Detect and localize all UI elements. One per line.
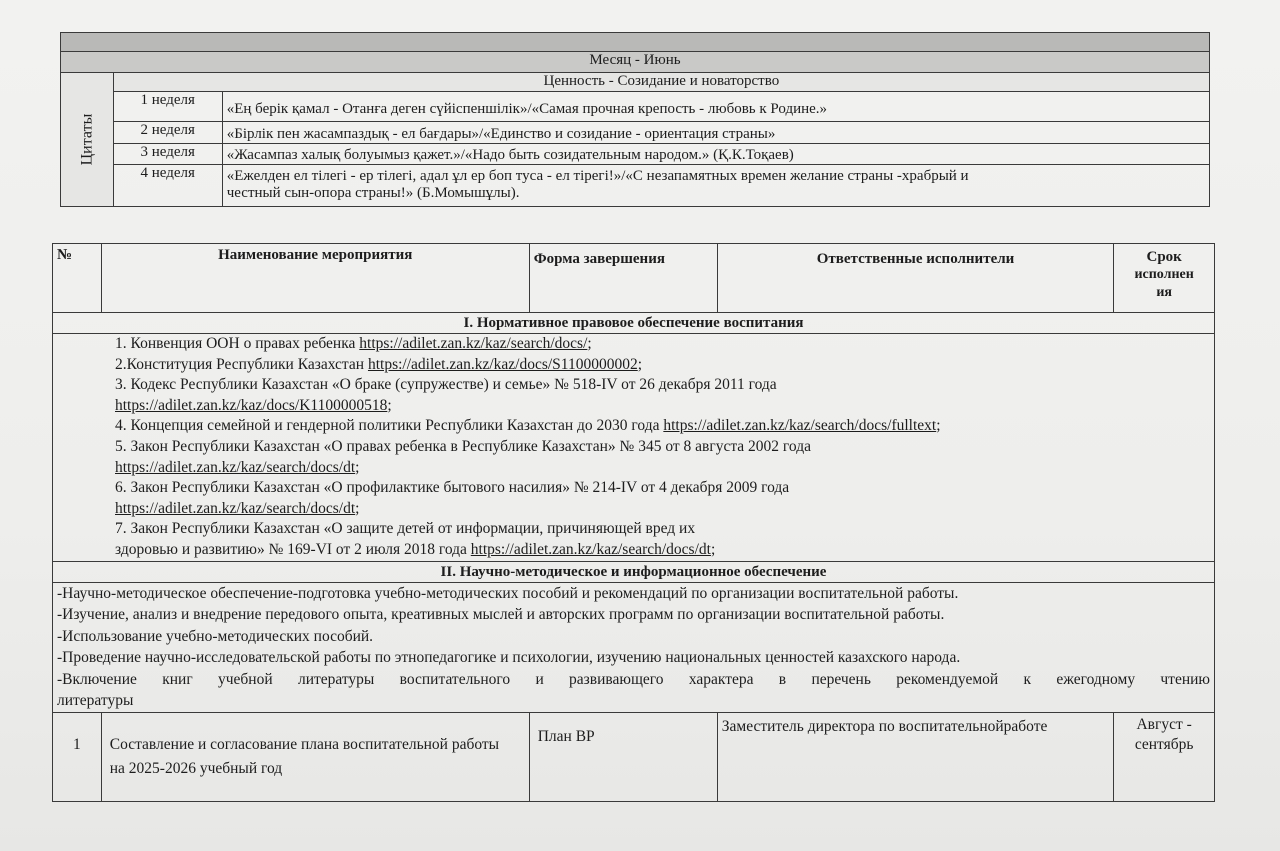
header-form: Форма завершения [529, 244, 717, 313]
plan-table-header [53, 244, 1215, 313]
legal-document-text: 3. Кодекс Республики Казахстан «О браке (супружестве) и семье» № 518-IV от 26 декабря 2011 года [115, 376, 777, 394]
legal-documents-list [53, 334, 1215, 562]
week-label: 4 неделя [113, 165, 222, 207]
legal-document-link[interactable]: https://adilet.zan.kz/kaz/search/docs/ [359, 335, 588, 352]
list-item: -Научно-методическое обеспечение-подготовка учебно-методических пособий и рекомендаций по организации воспитательной работы. [57, 584, 959, 602]
quote-line: «Ежелден ел тілегі - ер тілегі, адал ұл ер боп туса - ел тірегі!»/«С незапамятных времен желание страны -храбрый и [226, 168, 969, 184]
legal-document-punctuation: ; [637, 355, 643, 373]
section-body [53, 334, 1215, 562]
legal-document-item [115, 499, 1210, 520]
legal-document-link[interactable]: https://adilet.zan.kz/kaz/search/docs/fulltext [663, 417, 937, 435]
legal-document-item [115, 396, 1210, 417]
quotes-side-label: Цитаты [61, 73, 114, 207]
legal-document-item [115, 458, 1210, 479]
table-row [53, 712, 1215, 801]
month-row [61, 52, 1210, 73]
row-term: Август - сентябрь [1114, 712, 1215, 801]
value-row [61, 73, 1210, 92]
row-form: План ВР [529, 712, 717, 801]
month-label: Месяц - Июнь [61, 52, 1210, 73]
legal-document-text: 4. Концепция семейной и гендерной политики Республики Казахстан до 2030 года [115, 417, 664, 435]
legal-document-punctuation: ; [710, 540, 716, 558]
methodology-list [53, 582, 1215, 712]
legal-document-item [115, 478, 1210, 499]
legal-document-text: 1. Конвенция ООН о правах ребенка [115, 335, 360, 352]
legal-document-punctuation: ; [387, 396, 392, 414]
legal-document-item [115, 375, 1210, 396]
list-item: -Проведение научно-исследовательской работы по этнопедагогике и психологии, изучению национальных ценностей казахского народа. [57, 649, 961, 667]
legal-document-punctuation: ; [936, 417, 941, 435]
legal-document-text: 2.Конституция Республики Казахстан [115, 355, 368, 373]
quote-row [61, 122, 1210, 144]
section-header [53, 561, 1215, 582]
plan-table [52, 243, 1215, 802]
legal-document-text: здоровью и развитию» № 169-VI от 2 июля 2018 года [115, 540, 471, 558]
quote-row [61, 92, 1210, 122]
header-responsible: Ответственные исполнители [717, 244, 1114, 313]
list-item: литературы [57, 692, 134, 710]
header-term: Срок исполнен ия [1114, 244, 1215, 313]
legal-document-punctuation: ; [587, 335, 592, 352]
legal-document-punctuation: ; [355, 458, 360, 476]
legal-document-punctuation: ; [355, 499, 360, 517]
section-header [53, 313, 1215, 334]
list-item: -Включение книг учебной литературы воспитательного и развивающего характера в перечень рекомендуемой к ежегодному чтению [57, 670, 1210, 688]
week-label: 2 неделя [113, 122, 222, 144]
row-name: Составление и согласование плана воспитательной работы на 2025-2026 учебный год [101, 712, 529, 801]
row-num: 1 [53, 712, 102, 801]
value-label: Ценность - Созидание и новаторство [113, 73, 1209, 92]
quote-text: «Бірлік пен жасампаздық - ел бағдары»/«Единство и созидание - ориентация страны» [222, 122, 1209, 144]
legal-document-link[interactable]: https://adilet.zan.kz/kaz/docs/S1100000002 [367, 355, 638, 373]
quote-text: «Ең берік қамал - Отанға деген сүйіспеншілік»/«Самая прочная крепость - любовь к Родине.» [222, 92, 1209, 122]
legal-document-link[interactable]: https://adilet.zan.kz/kaz/docs/K1100000518 [115, 396, 388, 414]
legal-document-item [115, 416, 1210, 437]
legal-document-item [115, 355, 1210, 376]
legal-document-item [115, 540, 1210, 561]
section-body [53, 582, 1215, 712]
legal-document-item [115, 519, 1210, 540]
legal-document-text: 6. Закон Республики Казахстан «О профилактике бытового насилия» № 214-IV от 4 декабря 2009 года [115, 479, 790, 497]
section-title: I. Нормативное правовое обеспечение воспитания [53, 313, 1215, 334]
quote-row [61, 144, 1210, 165]
legal-document-link[interactable]: https://adilet.zan.kz/kaz/search/docs/dt [470, 540, 711, 558]
list-item: -Изучение, анализ и внедрение передового опыта, креативных мыслей и авторских программ по организации воспитательной работы. [57, 606, 945, 624]
legal-document-item [115, 437, 1210, 458]
legal-document-text: 5. Закон Республики Казахстан «О правах ребенка в Республике Казахстан» № 345 от 8 августа 2002 года [115, 437, 811, 455]
list-item: -Использование учебно-методических пособий. [57, 627, 374, 645]
quote-text: «Жасампаз халық болуымыз қажет.»/«Надо быть созидательным народом.» (Қ.К.Тоқаев) [222, 144, 1209, 165]
week-label: 1 неделя [113, 92, 222, 122]
header-name: Наименование мероприятия [101, 244, 529, 313]
quotes-table [60, 32, 1210, 207]
row-responsible: Заместитель директора по воспитательнойработе [717, 712, 1114, 801]
week-label: 3 неделя [113, 144, 222, 165]
section-title: II. Научно-методическое и информационное обеспечение [53, 561, 1215, 582]
header-num: № [53, 244, 102, 313]
quotes-table-top-bar [61, 33, 1210, 52]
legal-document-text: 7. Закон Республики Казахстан «О защите детей от информации, причиняющей вред их [115, 520, 696, 538]
legal-document-item [115, 334, 1210, 355]
legal-document-link[interactable]: https://adilet.zan.kz/kaz/search/docs/dt [115, 499, 356, 517]
quote-row [61, 165, 1210, 207]
quote-line: честный сын-опора страны!» (Б.Момышұлы). [226, 185, 520, 201]
legal-document-link[interactable]: https://adilet.zan.kz/kaz/search/docs/dt [115, 458, 356, 476]
quote-text [222, 165, 1209, 207]
